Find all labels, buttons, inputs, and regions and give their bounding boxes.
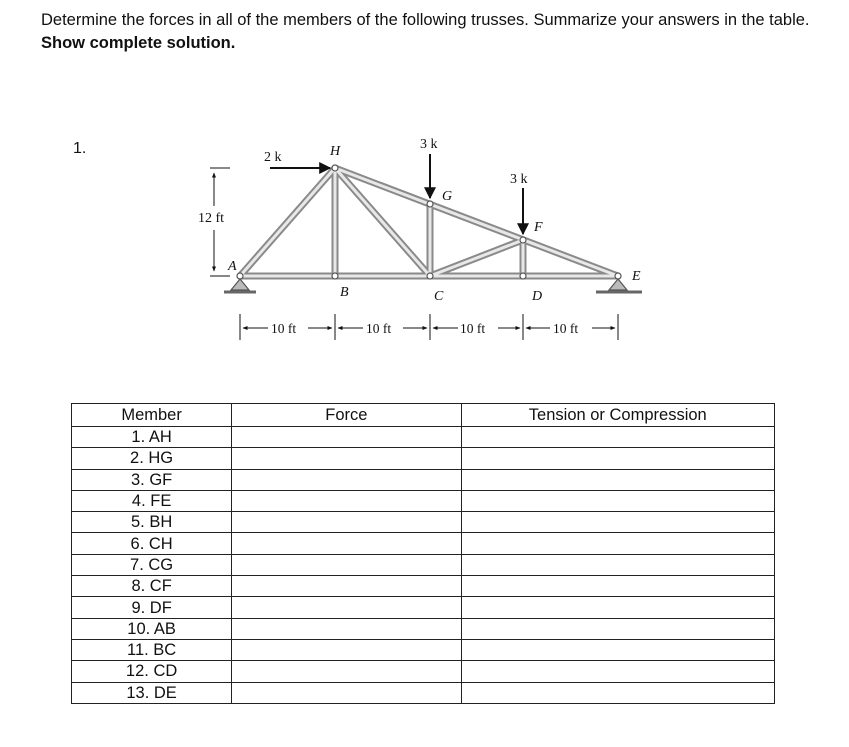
tension-compression-cell[interactable] (461, 490, 774, 511)
force-cell[interactable] (232, 490, 461, 511)
tension-compression-cell[interactable] (461, 448, 774, 469)
label-f: F (534, 220, 543, 235)
answer-table (71, 403, 775, 704)
label-e: E (632, 269, 641, 284)
header-force: Force (232, 404, 461, 427)
instructions-bold: Show complete solution. (41, 34, 236, 52)
table-row (72, 682, 775, 703)
problem-number: 1. (73, 140, 87, 157)
member-cell: 2. HG (72, 448, 232, 469)
table-row (72, 661, 775, 682)
tension-compression-cell[interactable] (461, 469, 774, 490)
height-label: 12 ft (198, 211, 225, 226)
force-cell[interactable] (232, 576, 461, 597)
member-cell: 12. CD (72, 661, 232, 682)
tension-compression-cell[interactable] (461, 512, 774, 533)
force-cell[interactable] (232, 661, 461, 682)
label-b: B (340, 285, 349, 300)
joint-c (427, 273, 433, 279)
force-cell[interactable] (232, 554, 461, 575)
force-cell[interactable] (232, 639, 461, 660)
member-cell: 9. DF (72, 597, 232, 618)
force-cell[interactable] (232, 618, 461, 639)
joint-d (520, 273, 526, 279)
table-row (72, 533, 775, 554)
tension-compression-cell[interactable] (461, 682, 774, 703)
tension-compression-cell[interactable] (461, 576, 774, 597)
instructions-text: Determine the forces in all of the members of the following trusses. Summarize your answers in the table. (41, 11, 810, 29)
table-row (72, 448, 775, 469)
span-2: 10 ft (366, 321, 392, 336)
label-a: A (228, 259, 237, 274)
table-row (72, 512, 775, 533)
table-row (72, 576, 775, 597)
table-row (72, 554, 775, 575)
tension-compression-cell[interactable] (461, 427, 774, 448)
tension-compression-cell[interactable] (461, 533, 774, 554)
truss-figure (180, 118, 710, 358)
member-cell: 7. CG (72, 554, 232, 575)
member-cell: 3. GF (72, 469, 232, 490)
span-3: 10 ft (460, 321, 486, 336)
table-row (72, 469, 775, 490)
header-tension-compression: Tension or Compression (461, 404, 774, 427)
force-cell[interactable] (232, 427, 461, 448)
table-row (72, 427, 775, 448)
member-cell: 10. AB (72, 618, 232, 639)
table-row (72, 639, 775, 660)
span-1: 10 ft (271, 321, 297, 336)
load-g-label: 3 k (420, 137, 438, 152)
tension-compression-cell[interactable] (461, 639, 774, 660)
table-row (72, 618, 775, 639)
member-cell: 1. AH (72, 427, 232, 448)
force-cell[interactable] (232, 533, 461, 554)
instructions (41, 9, 831, 55)
table-body (72, 427, 775, 704)
table-row (72, 597, 775, 618)
load-f-label: 3 k (510, 172, 528, 187)
label-h: H (330, 144, 341, 159)
member-cell: 4. FE (72, 490, 232, 511)
tension-compression-cell[interactable] (461, 661, 774, 682)
label-g: G (442, 189, 453, 204)
joint-b (332, 273, 338, 279)
support-a (224, 279, 256, 292)
load-h-label: 2 k (264, 150, 282, 165)
span-4: 10 ft (553, 321, 579, 336)
label-c: C (434, 289, 444, 304)
member-cell: 11. BC (72, 639, 232, 660)
force-cell[interactable] (232, 448, 461, 469)
member-cell: 8. CF (72, 576, 232, 597)
header-member: Member (72, 404, 232, 427)
force-cell[interactable] (232, 682, 461, 703)
table-row (72, 490, 775, 511)
joint-g (427, 201, 433, 207)
tension-compression-cell[interactable] (461, 554, 774, 575)
tension-compression-cell[interactable] (461, 597, 774, 618)
joint-f (520, 237, 526, 243)
member-cell: 5. BH (72, 512, 232, 533)
member-cell: 6. CH (72, 533, 232, 554)
tension-compression-cell[interactable] (461, 618, 774, 639)
label-d: D (532, 289, 543, 304)
member-cell: 13. DE (72, 682, 232, 703)
table-header-row (72, 404, 775, 427)
force-cell[interactable] (232, 597, 461, 618)
joint-h (332, 165, 338, 171)
force-cell[interactable] (232, 469, 461, 490)
force-cell[interactable] (232, 512, 461, 533)
